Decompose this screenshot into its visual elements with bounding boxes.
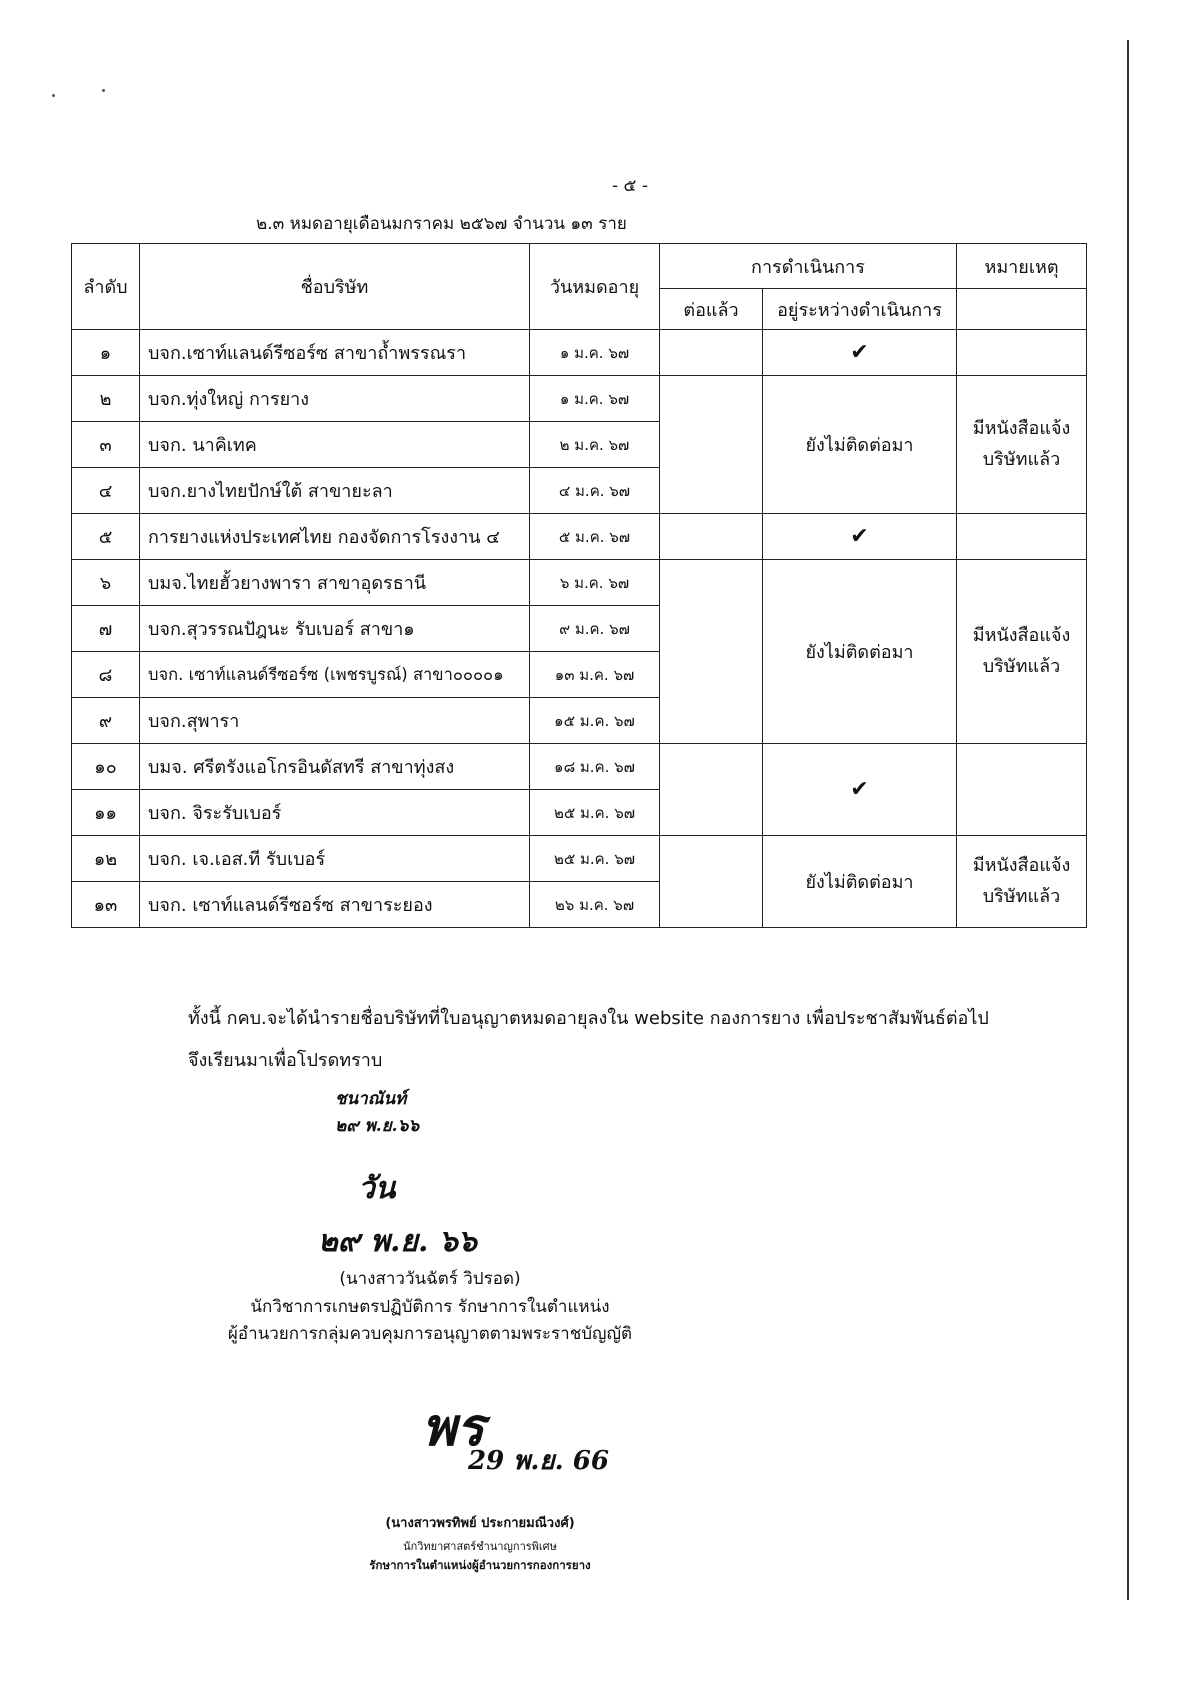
row-no: ๑๓ [72,882,140,928]
row-no: ๖ [72,560,140,606]
row-expiry: ๖ ม.ค. ๖๗ [530,560,660,606]
table-row [72,744,1087,790]
row-no: ๓ [72,422,140,468]
remark-line1: มีหนังสือแจ้ง [972,624,1071,646]
remark-notified [957,836,1087,928]
row-renewed [660,744,763,836]
header-in-progress: อยู่ระหว่างดำเนินการ [763,289,957,330]
row-no: ๘ [72,652,140,698]
table-header-row [72,244,1087,289]
row-no: ๙ [72,698,140,744]
signer-2-name: (นางสาวพรทิพย์ ประกายมณีวงศ์) [385,1516,575,1531]
closing-line-1: ทั้งนี้ กคบ.จะได้นำรายชื่อบริษัทที่ใบอนุญาตหมดอายุลงใน website กองการยาง เพื่อประชาสัมพันธ์ต่อไป [188,1008,989,1029]
row-company: การยางแห่งประเทศไทย กองจัดการโรงงาน ๔ [140,514,530,560]
remark-line1: มีหนังสือแจ้ง [972,417,1071,439]
signature-1-date: ๒๙ พ.ย. ๖๖ [318,1224,477,1259]
row-expiry: ๕ ม.ค. ๖๗ [530,514,660,560]
row-expiry: ๑๓ ม.ค. ๖๗ [530,652,660,698]
status-not-contacted: ยังไม่ติดต่อมา [763,376,957,514]
check-mark-icon: ✔ [850,777,869,802]
scan-edge-line [1127,40,1129,1600]
table-row [72,330,1087,376]
row-company: บจก.เซาท์แลนด์รีซอร์ซ สาขาถ้ำพรรณรา [140,330,530,376]
row-expiry: ๒๖ ม.ค. ๖๗ [530,882,660,928]
row-expiry: ๒๕ ม.ค. ๖๗ [530,790,660,836]
header-action: การดำเนินการ [660,244,957,289]
header-remark: หมายเหตุ [957,244,1087,289]
header-company: ชื่อบริษัท [140,244,530,330]
row-company: บจก. เซาท์แลนด์รีซอร์ซ (เพชรบูรณ์) สาขา๐๐๐๐๑ [140,652,530,698]
header-no: ลำดับ [72,244,140,330]
row-in-progress [763,514,957,560]
closing-line-2: จึงเรียนมาเพื่อโปรดทราบ [188,1050,383,1071]
remark-line2: บริษัทแล้ว [982,885,1061,907]
row-expiry: ๙ ม.ค. ๖๗ [530,606,660,652]
remark-line2: บริษัทแล้ว [982,448,1061,470]
row-no: ๕ [72,514,140,560]
row-company: บจก.ยางไทยปักษ์ใต้ สาขายะลา [140,468,530,514]
row-no: ๒ [72,376,140,422]
row-renewed [660,560,763,744]
remark-notified [957,560,1087,744]
row-expiry: ๒ ม.ค. ๖๗ [530,422,660,468]
table-row [72,514,1087,560]
row-company: บจก. เจ.เอส.ที รับเบอร์ [140,836,530,882]
signer-1-position-1: นักวิชาการเกษตรปฏิบัติการ รักษาการในตำแหน่ง [250,1297,610,1317]
handwritten-note: ชนาณันท์ [335,1089,407,1109]
remark-line1: มีหนังสือแจ้ง [972,854,1071,876]
expiry-table [71,243,1087,928]
header-expiry: วันหมดอายุ [530,244,660,330]
row-in-progress [763,744,957,836]
table-row [72,376,1087,422]
row-no: ๑๑ [72,790,140,836]
row-remark [957,330,1087,376]
row-no: ๔ [72,468,140,514]
header-remark-blank [957,289,1087,330]
row-expiry: ๑ ม.ค. ๖๗ [530,330,660,376]
header-renewed: ต่อแล้ว [660,289,763,330]
row-no: ๗ [72,606,140,652]
row-renewed [660,836,763,928]
row-remark [957,514,1087,560]
row-renewed [660,514,763,560]
row-expiry: ๔ ม.ค. ๖๗ [530,468,660,514]
check-mark-icon: ✔ [850,340,869,365]
row-company: บจก.ทุ่งใหญ่ การยาง [140,376,530,422]
row-company: บมจ.ไทยฮั้วยางพารา สาขาอุดรธานี [140,560,530,606]
page-number: - ๕ - [612,176,648,196]
remark-notified [957,376,1087,514]
signature-2-date: 29 พ.ย. 66 [468,1446,609,1476]
row-company: บจก. นาคิเทค [140,422,530,468]
check-mark-icon: ✔ [850,524,869,549]
row-remark [957,744,1087,836]
row-no: ๑๐ [72,744,140,790]
scan-speck [52,94,55,97]
status-not-contacted: ยังไม่ติดต่อมา [763,560,957,744]
signer-2-position-2: รักษาการในตำแหน่งผู้อำนวยการกองการยาง [369,1558,591,1572]
row-renewed [660,376,763,514]
scan-speck [102,89,105,92]
remark-line2: บริษัทแล้ว [982,655,1061,677]
table-row [72,836,1087,882]
row-company: บจก. จิระรับเบอร์ [140,790,530,836]
table-row [72,560,1087,606]
row-company: บจก.สุพารา [140,698,530,744]
section-title: ๒.๓ หมดอายุเดือนมกราคม ๒๕๖๗ จำนวน ๑๓ ราย [256,214,627,234]
row-renewed [660,330,763,376]
row-expiry: ๑๕ ม.ค. ๖๗ [530,698,660,744]
signer-2-position-1: นักวิทยาศาสตร์ชำนาญการพิเศษ [403,1540,557,1553]
row-company: บจก.สุวรรณปัฎนะ รับเบอร์ สาขา๑ [140,606,530,652]
status-not-contacted: ยังไม่ติดต่อมา [763,836,957,928]
row-no: ๑ [72,330,140,376]
signer-1-name: (นางสาววันฉัตร์ วิปรอด) [339,1269,521,1289]
row-expiry: ๒๕ ม.ค. ๖๗ [530,836,660,882]
signature-2: พร [422,1397,485,1458]
row-in-progress [763,330,957,376]
row-company: บมจ. ศรีตรังแอโกรอินดัสทรี สาขาทุ่งสง [140,744,530,790]
signature-1: วัน [358,1171,396,1206]
row-expiry: ๑ ม.ค. ๖๗ [530,376,660,422]
signer-1-position-2: ผู้อำนวยการกลุ่มควบคุมการอนุญาตตามพระราชบัญญัติ [227,1324,633,1344]
row-no: ๑๒ [72,836,140,882]
row-expiry: ๑๘ ม.ค. ๖๗ [530,744,660,790]
handwritten-note-date: ๒๙ พ.ย.๖๖ [335,1116,420,1136]
row-company: บจก. เซาท์แลนด์รีซอร์ซ สาขาระยอง [140,882,530,928]
